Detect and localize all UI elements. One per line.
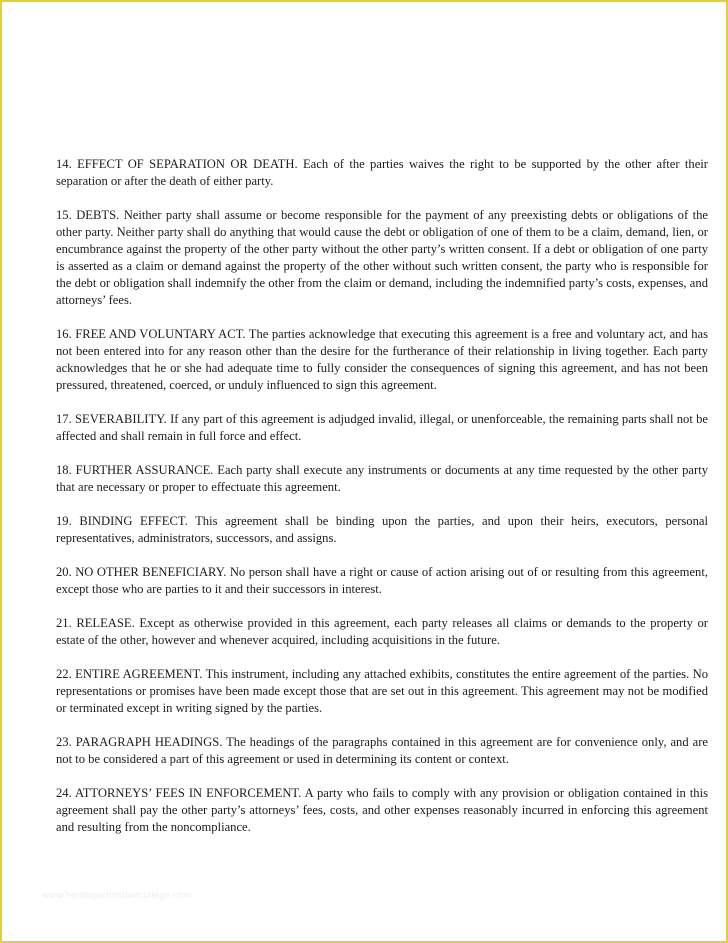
clause-16-free-and-voluntary-act: 16. FREE AND VOLUNTARY ACT. The parties acknowledge that executing this agreement is a free and voluntary act, and has not been entered into for any reason other than the desire for the furtherance of their relationship in living together. Each party acknowledges that he or she had adequate time to fully consider the consequences of signing this agreement, and has not been pressured, threatened, coerced, or unduly influenced to sign this agreement. [56,327,708,392]
clause-20-no-other-beneficiary: 20. NO OTHER BENEFICIARY. No person shall have a right or cause of action arising out of or resulting from this agreement, except those who are parties to it and their successors in interest. [56,565,708,596]
clause-15-debts: 15. DEBTS. Neither party shall assume or become responsible for the payment of any preexisting debts or obligations of the other party. Neither party shall do anything that would cause the debt or obligation of one of them to be a claim, demand, lien, or encumbrance against the property of the other party without the other party’s written consent. If a debt or obligation of one party is asserted as a claim or demand against the property of the other without such written consent, the party who is responsible for the debt or obligation shall indemnify the other from the claim or demand, including the indemnified party’s costs, expenses, and attorneys’ fees. [56,208,708,307]
clause-14-effect-of-separation: 14. EFFECT OF SEPARATION OR DEATH. Each of the parties waives the right to be supported by the other after their separation or after the death of either party. [56,157,708,188]
clause-19-binding-effect: 19. BINDING EFFECT. This agreement shall be binding upon the parties, and upon their heirs, executors, personal representatives, administrators, successors, and assigns. [56,514,708,545]
clause-21-release: 21. RELEASE. Except as otherwise provided in this agreement, each party releases all claims or demands to the property or estate of the other, however and whenever acquired, including acquisitions in the future. [56,616,708,647]
clause-23-paragraph-headings: 23. PARAGRAPH HEADINGS. The headings of the paragraphs contained in this agreement are for convenience only, and are not to be considered a part of this agreement or used in determining its content or context. [56,735,708,766]
clause-17-severability: 17. SEVERABILITY. If any part of this agreement is adjudged invalid, illegal, or unenforceable, the remaining parts shall not be affected and shall remain in full force and effect. [56,412,708,443]
clause-18-further-assurance: 18. FURTHER ASSURANCE. Each party shall execute any instruments or documents at any time requested by the other party that are necessary or proper to effectuate this agreement. [56,463,708,494]
clause-24-attorneys-fees: 24. ATTORNEYS’ FEES IN ENFORCEMENT. A party who fails to comply with any provision or obligation contained in this agreement shall pay the other party’s attorneys’ fees, costs, and other expenses reasonably incurred in enforcing this agreement and resulting from the noncompliance. [56,786,708,834]
document-body [56,156,708,853]
watermark-text: www.heritagechristiancollege.com [42,890,192,901]
clause-22-entire-agreement: 22. ENTIRE AGREEMENT. This instrument, including any attached exhibits, constitutes the entire agreement of the parties. No representations or promises have been made except those that are set out in this agreement. This agreement may not be modified or terminated except in writing signed by the parties. [56,667,708,715]
